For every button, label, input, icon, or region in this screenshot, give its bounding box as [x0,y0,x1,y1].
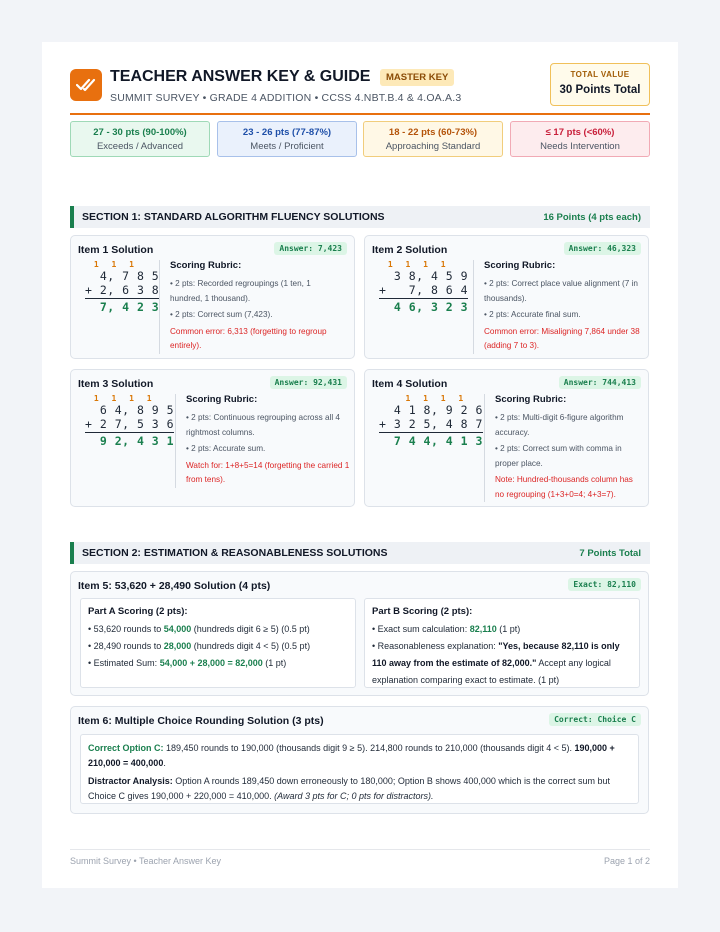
part-line: • 28,490 rounds to 28,000 (hundreds digit 4 < 5) (0.5 pt) [88,641,311,651]
addend-1: 6 4, 8 9 5 [85,403,175,417]
item-2-card [364,235,649,359]
scoring-rubric [175,394,351,488]
algorithm-work [379,260,468,314]
rubric-point: • 2 pts: Accurate sum. [186,444,266,453]
band-range: 18 - 22 pts (60-73%) [388,127,478,138]
section-1-header [70,206,650,228]
sum-result: 7, 4 2 3 [85,300,160,314]
scoring-rubric [473,260,643,354]
sum-rule [85,298,159,299]
page-number: Page 1 of 2 [603,856,650,866]
addend-2: + 2 7, 5 3 6 [85,417,175,431]
carry-digits: 1 1 1 1 [379,260,450,269]
band-approaching [363,121,503,157]
sum-rule [85,432,174,433]
addend-1: 4, 7 8 5 [85,269,160,283]
common-error-note: Note: Hundred-thousands column has no regrouping (1+3+0=4; 4+3=7). [495,475,633,499]
answer-badge: Exact: 82,110 [568,578,641,591]
part-heading: Part B Scoring (2 pts): [372,606,473,617]
total-value: 30 Points Total [559,84,641,96]
carry-digits: 1 1 1 1 [85,394,156,403]
part-b-scoring [364,598,640,688]
rubric-heading: Scoring Rubric: [186,394,258,405]
band-label: Exceeds / Advanced [96,141,184,152]
part-heading: Part A Scoring (2 pts): [88,606,188,617]
sum-result: 9 2, 4 3 1 [85,434,175,448]
item-title: Item 5: 53,620 + 28,490 Solution (4 pts) [78,580,271,592]
sum-rule [379,432,483,433]
item-title: Item 4 Solution [372,378,448,390]
footer-left: Summit Survey • Teacher Answer Key [70,856,222,866]
band-range: 23 - 26 pts (77-87%) [242,127,332,138]
rubric-heading: Scoring Rubric: [484,260,556,271]
item-title: Item 3 Solution [78,378,154,390]
item-title: Item 2 Solution [372,244,448,256]
rubric-point: • 2 pts: Accurate final sum. [484,310,581,319]
item-title: Item 1 Solution [78,244,154,256]
rubric-point: • 2 pts: Correct place value alignment (7 in thousands). [484,279,638,303]
band-label: Approaching Standard [385,141,481,152]
band-exceeds [70,121,210,157]
sum-result: 4 6, 3 2 3 [379,300,469,314]
section-title: SECTION 2: ESTIMATION & REASONABLENESS SOLUTIONS [82,547,388,559]
common-error-note: Watch for: 1+8+5=14 (forgetting the carried 1 from tens). [186,460,350,484]
answer-badge: Answer: 7,423 [274,242,347,255]
band-range: 27 - 30 pts (90-100%) [93,127,187,138]
band-intervention [510,121,650,157]
sum-result: 7 4 4, 4 1 3 [379,434,483,448]
answer-badge: Correct: Choice C [549,713,641,726]
item-1-card [70,235,355,359]
page-subtitle: SUMMIT SURVEY • GRADE 4 ADDITION • CCSS 4.NBT.B.4 & 4.OA.A.3 [110,92,462,104]
part-line: • 53,620 rounds to 54,000 (hundreds digit 6 ≥ 5) (0.5 pt) [88,624,310,634]
carry-digits: 1 1 1 1 [379,394,468,403]
multiple-choice-analysis [80,734,639,804]
band-range: ≤ 17 pts (<60%) [545,127,615,138]
item-5-card [70,571,649,696]
scoring-rubric [484,394,644,502]
section-points: 16 Points (4 pts each) [543,212,641,223]
addend-2: + 2, 6 3 8 [85,283,160,297]
section-points: 7 Points Total [579,548,641,559]
answer-key-page [42,42,678,888]
band-meets [217,121,357,157]
correct-option-text: Correct Option C: 189,450 rounds to 190,000 (thousands digit 9 ≥ 5). 214,800 rounds to 210,000 (thousands digit 4 < 5). 190,000 + 210,000 = 400,000. [88,743,615,768]
part-line: • Exact sum calculation: 82,110 (1 pt) [372,624,521,634]
footer-divider [70,849,650,850]
rubric-point: • 2 pts: Correct sum (7,423). [170,310,273,319]
item-4-card [364,369,649,507]
page-title: TEACHER ANSWER KEY & GUIDE [110,68,371,85]
sum-rule [379,298,468,299]
band-label: Needs Intervention [540,141,620,152]
answer-badge: Answer: 92,431 [270,376,347,389]
master-key-badge: MASTER KEY [380,69,454,86]
double-check-icon [76,77,96,93]
item-title: Item 6: Multiple Choice Rounding Solution (3 pts) [78,715,324,727]
algorithm-work [379,394,483,448]
header-divider [70,113,650,115]
rubric-point: • 2 pts: Correct sum with comma in proper place. [495,444,622,468]
addend-2: + 7, 8 6 4 [379,283,469,297]
rubric-point: • 2 pts: Multi-digit 6-figure algorithm accuracy. [495,413,624,437]
carry-digits: 1 1 1 [85,260,138,269]
addend-2: + 3 2 5, 4 8 7 [379,417,483,431]
common-error-note: Common error: 6,313 (forgetting to regroup entirely). [170,326,327,350]
item-3-card [70,369,355,507]
rubric-heading: Scoring Rubric: [495,394,567,405]
section-title: SECTION 1: STANDARD ALGORITHM FLUENCY SOLUTIONS [82,211,385,223]
scoring-rubric [159,260,344,354]
page-content [70,42,650,888]
distractor-analysis-text: Distractor Analysis: Option A rounds 189,450 down erroneously to 180,000; Option B shows 400,000 which is the correct sum but Choice C gives 190,000 + 220,000 = 410,000. (Award 3 pts for C; 0 pts for distractors). [88,776,610,801]
item-6-card [70,706,649,814]
algorithm-work [85,260,159,314]
answer-badge: Answer: 46,323 [564,242,641,255]
addend-1: 4 1 8, 9 2 6 [379,403,483,417]
algorithm-work [85,394,174,448]
part-a-scoring [80,598,356,688]
addend-1: 3 8, 4 5 9 [379,269,469,283]
total-value-label: TOTAL VALUE [570,70,630,79]
total-value-box [550,63,650,106]
rubric-point: • 2 pts: Recorded regroupings (1 ten, 1 hundred, 1 thousand). [170,279,311,303]
band-label: Meets / Proficient [250,141,324,152]
logo [70,69,102,101]
answer-badge: Answer: 744,413 [559,376,641,389]
section-2-header [70,542,650,564]
part-line: • Reasonableness explanation: "Yes, because 82,110 is only 110 away from the estimate of 82,000." Accept any logical explanation comparing exact to estimate. (1 pt) [372,641,620,685]
common-error-note: Common error: Misaligning 7,864 under 38 (adding 7 to 3). [484,326,640,350]
part-line: • Estimated Sum: 54,000 + 28,000 = 82,000 (1 pt) [88,658,287,668]
rubric-point: • 2 pts: Continuous regrouping across all 4 rightmost columns. [186,413,340,437]
rubric-heading: Scoring Rubric: [170,260,242,271]
